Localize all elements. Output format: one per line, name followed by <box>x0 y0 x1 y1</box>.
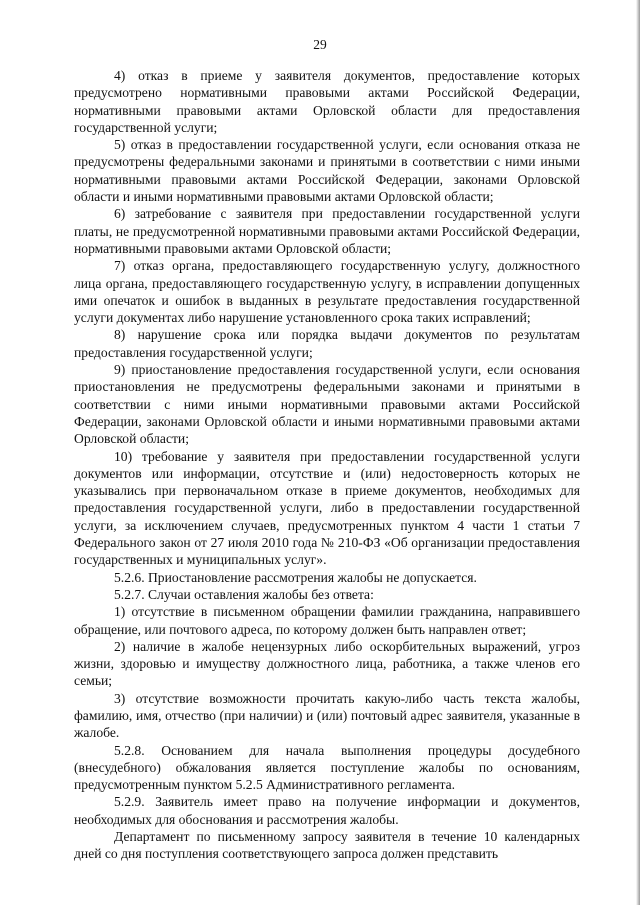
paragraph-item-4: 4) отказ в приеме у заявителя документов, предоставление которых предусмотрено нормативными правовыми актами Российской Федерации, нормативными правовыми актами Орловской области для предоставления государственной услуги; <box>74 68 580 135</box>
paragraph-sub-3: 3) отсутствие возможности прочитать какую-либо часть текста жалобы, фамилию, имя, отчество (при наличии) и (или) почтовый адрес заявителя, указанные в жалобе. <box>74 690 580 741</box>
paragraph-item-9: 9) приостановление предоставления государственной услуги, если основания приостановления не предусмотрены федеральными законами и принятыми в соответствии с ними иными нормативными правовыми актами Российской Федерации, законами Орловской области и иными нормативными правовыми актами Орловской области; <box>74 362 580 447</box>
document-body <box>74 67 580 863</box>
paragraph-item-10: 10) требование у заявителя при предоставлении государственной услуги документов или информации, отсутствие и (или) недостоверность которых не указывались при первоначальном отказе в приеме документов, необходимых для предоставления государственной услуги, либо в предоставлении государственной услуги, за исключением случаев, предусмотренных пунктом 4 части 1 статьи 7 Федерального закон от 27 июля 2010 года № 210-ФЗ «Об организации предоставления государственных и муниципальных услуг». <box>74 448 580 568</box>
paragraph-item-5: 5) отказ в предоставлении государственной услуги, если основания отказа не предусмотрены федеральными законами и принятыми в соответствии с ними иными нормативными правовыми актами Российской Федерации, законами Орловской области и иными нормативными правовыми актами Орловской области; <box>74 137 580 205</box>
paragraph-5-2-8: 5.2.8. Основанием для начала выполнения процедуры досудебного (внесудебного) обжалования является поступление жалобы по основаниям, предусмотренным пунктом 5.2.5 Административного регламента. <box>74 742 580 793</box>
page-number: 29 <box>313 37 327 52</box>
paragraph-sub-2: 2) наличие в жалобе нецензурных либо оскорбительных выражений, угроз жизни, здоровью и имуществу должностного лица, работника, а также членов его семьи; <box>74 638 580 689</box>
paragraph-department: Департамент по письменному запросу заявителя в течение 10 календарных дней со дня поступления соответствующего запроса должен представить <box>74 829 580 862</box>
paragraph-5-2-7: 5.2.7. Случаи оставления жалобы без ответа: <box>114 586 374 602</box>
paragraph-5-2-9: 5.2.9. Заявитель имеет право на получение информации и документов, необходимых для обоснования и рассмотрения жалобы. <box>74 794 580 827</box>
paragraph-item-7: 7) отказ органа, предоставляющего государственную услугу, должностного лица органа, предоставляющего государственную услугу, в исправлении допущенных ими опечаток и ошибок в выданных в результате предоставления государственной услуги документах либо нарушение установленного срока таких исправлений; <box>74 258 580 326</box>
page-edge-shadow <box>636 0 640 905</box>
paragraph-item-8: 8) нарушение срока или порядка выдачи документов по результатам предоставления государственной услуги; <box>74 327 580 360</box>
paragraph-sub-1: 1) отсутствие в письменном обращении фамилии гражданина, направившего обращение, или почтового адреса, по которому должен быть направлен ответ; <box>74 604 580 637</box>
paragraph-item-6: 6) затребование с заявителя при предоставлении государственной услуги платы, не предусмотренной нормативными правовыми актами Российской Федерации, нормативными правовыми актами Орловской области; <box>74 206 580 256</box>
paragraph-5-2-6: 5.2.6. Приостановление рассмотрения жалобы не допускается. <box>114 569 477 585</box>
